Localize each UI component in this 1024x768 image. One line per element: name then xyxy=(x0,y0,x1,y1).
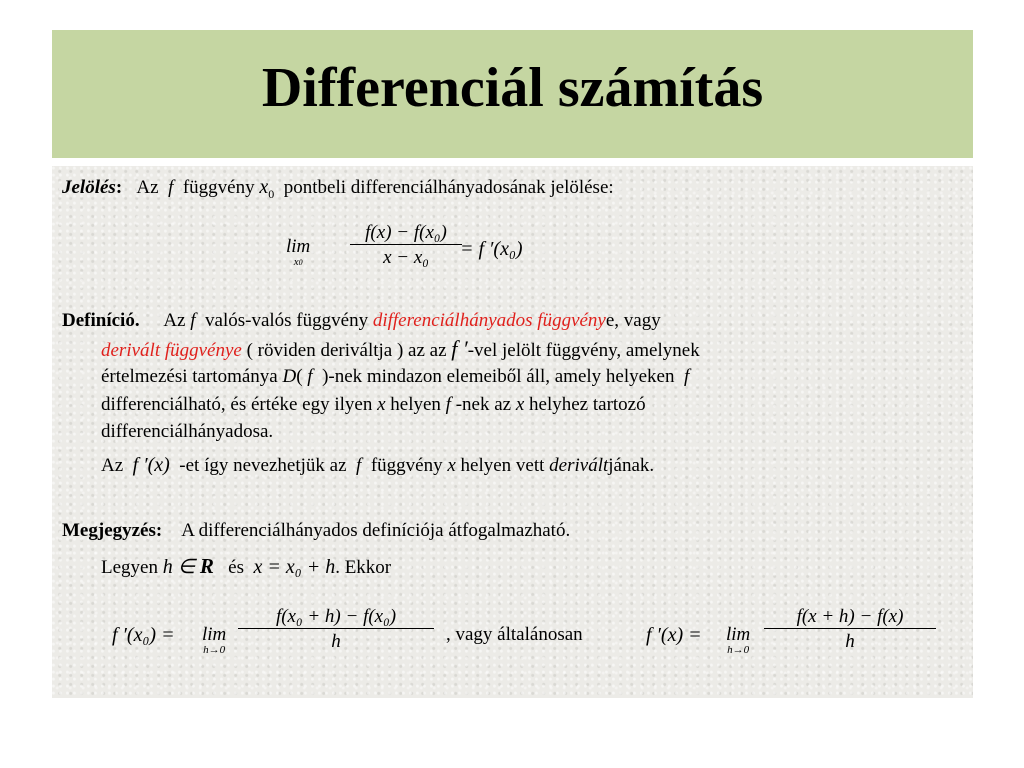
title-bar xyxy=(52,30,973,158)
definition-line-3 xyxy=(101,366,689,388)
formula2-fraction xyxy=(238,606,434,653)
definition-line-2 xyxy=(101,338,700,362)
def-l3-a: értelmezési tartománya xyxy=(101,366,278,387)
formula3-lhs: f ′(x) = xyxy=(646,624,702,646)
def-l6-x: x xyxy=(447,455,456,476)
formula-mid-text: , vagy általánosan xyxy=(446,624,583,645)
content-panel xyxy=(52,166,973,698)
slide-title: Differenciál számítás xyxy=(261,57,764,119)
definition-line-4 xyxy=(101,394,646,416)
def-l6-fx: f ′(x) xyxy=(132,454,170,476)
remark-label: Megjegyzés: xyxy=(62,520,163,541)
def-l6-b: -et így nevezhetjük az xyxy=(179,455,347,476)
def-l2-red: derivált függvénye xyxy=(101,340,242,361)
notation-az: Az xyxy=(136,177,159,198)
def-l4-x2: x xyxy=(515,394,525,415)
def-l6-d: helyen vett xyxy=(460,455,545,476)
remark-text: A differenciálhányados definíciója átfogalmazható. xyxy=(181,520,571,541)
definition-label: Definíció. xyxy=(62,310,140,331)
notation-line xyxy=(62,176,614,205)
formula1-lim: lim x0 xyxy=(286,236,311,268)
def-l3-b: )-nek mindazon elemeiből áll, amely helyeken xyxy=(322,366,675,387)
def-l1-a: Az xyxy=(163,310,186,331)
formula3-lim: lim h→0 xyxy=(726,624,751,656)
def-l4-d: helyhez tartozó xyxy=(529,394,646,415)
formula3-numerator: f(x + h) − f(x) xyxy=(764,606,936,629)
formula2-lim: lim h→0 xyxy=(202,624,227,656)
def-l1-b: valós-valós függvény xyxy=(205,310,369,331)
def-l2-b: -vel jelölt függvény, amelynek xyxy=(467,340,700,361)
remark-l2-h: h ∈ xyxy=(162,556,196,578)
formula2-lhs: f ′(x₀) = xyxy=(112,624,175,646)
def-l4-a: differenciálható, és értéke egy ilyen xyxy=(101,394,373,415)
remark-line-2 xyxy=(101,555,391,579)
remark-l2-b: . Ekkor xyxy=(335,557,392,578)
def-l6-c: függvény xyxy=(370,455,443,476)
definition-line-1 xyxy=(62,310,661,332)
notation-fuggveny: függvény xyxy=(182,177,255,198)
notation-label: Jelölés xyxy=(62,177,116,198)
formula1-rhs: = f ′(x₀) xyxy=(460,238,523,260)
def-l6-a: Az xyxy=(101,455,124,476)
def-l1-c: e, vagy xyxy=(605,310,661,331)
def-l4-b: helyen xyxy=(390,394,441,415)
def-l2-fprime: f ′ xyxy=(451,336,468,361)
def-l2-a: ( röviden deriváltja ) az az xyxy=(246,340,447,361)
notation-rest: pontbeli differenciálhányadosának jelölése: xyxy=(283,177,614,198)
formula3-fraction xyxy=(764,606,936,653)
remark-l2-eq: x = x₀ + h xyxy=(253,556,336,578)
notation-x0: $x_0$ xyxy=(259,176,275,201)
def-l6-f: f xyxy=(356,455,362,476)
def-l4-x: x xyxy=(377,394,386,415)
def-l4-c: -nek az xyxy=(455,394,512,415)
formula1-fraction xyxy=(350,222,462,269)
def-l3-f: f xyxy=(307,366,313,387)
def-l1-f: f xyxy=(190,310,196,331)
formula2-denominator: h xyxy=(331,631,341,652)
def-l6-deriv: derivált xyxy=(549,455,609,476)
formula1-numerator: f(x) − f(x₀) xyxy=(350,222,462,245)
def-l3-f2: f xyxy=(683,366,690,387)
def-l6-e: jának. xyxy=(608,455,655,476)
def-l1-red: differenciálhányados függvény xyxy=(372,310,606,331)
remark-l2-R: R xyxy=(199,554,214,578)
formula1-denominator: x − x₀ xyxy=(383,247,429,268)
notation-colon: : xyxy=(115,177,123,198)
def-l3-paren: ( xyxy=(296,366,303,387)
definition-line-5: differenciálhányadosa. xyxy=(101,421,274,442)
def-l3-D: D xyxy=(282,366,297,387)
remark-l2-a: Legyen xyxy=(101,557,158,578)
remark-l2-es: és xyxy=(228,557,244,578)
def-l4-f: f xyxy=(445,394,451,415)
formula3-denominator: h xyxy=(845,631,855,652)
formula2-numerator: f(x₀ + h) − f(x₀) xyxy=(238,606,434,629)
definition-line-6 xyxy=(101,454,654,477)
remark-line-1 xyxy=(62,520,570,542)
notation-f: f xyxy=(168,177,174,198)
